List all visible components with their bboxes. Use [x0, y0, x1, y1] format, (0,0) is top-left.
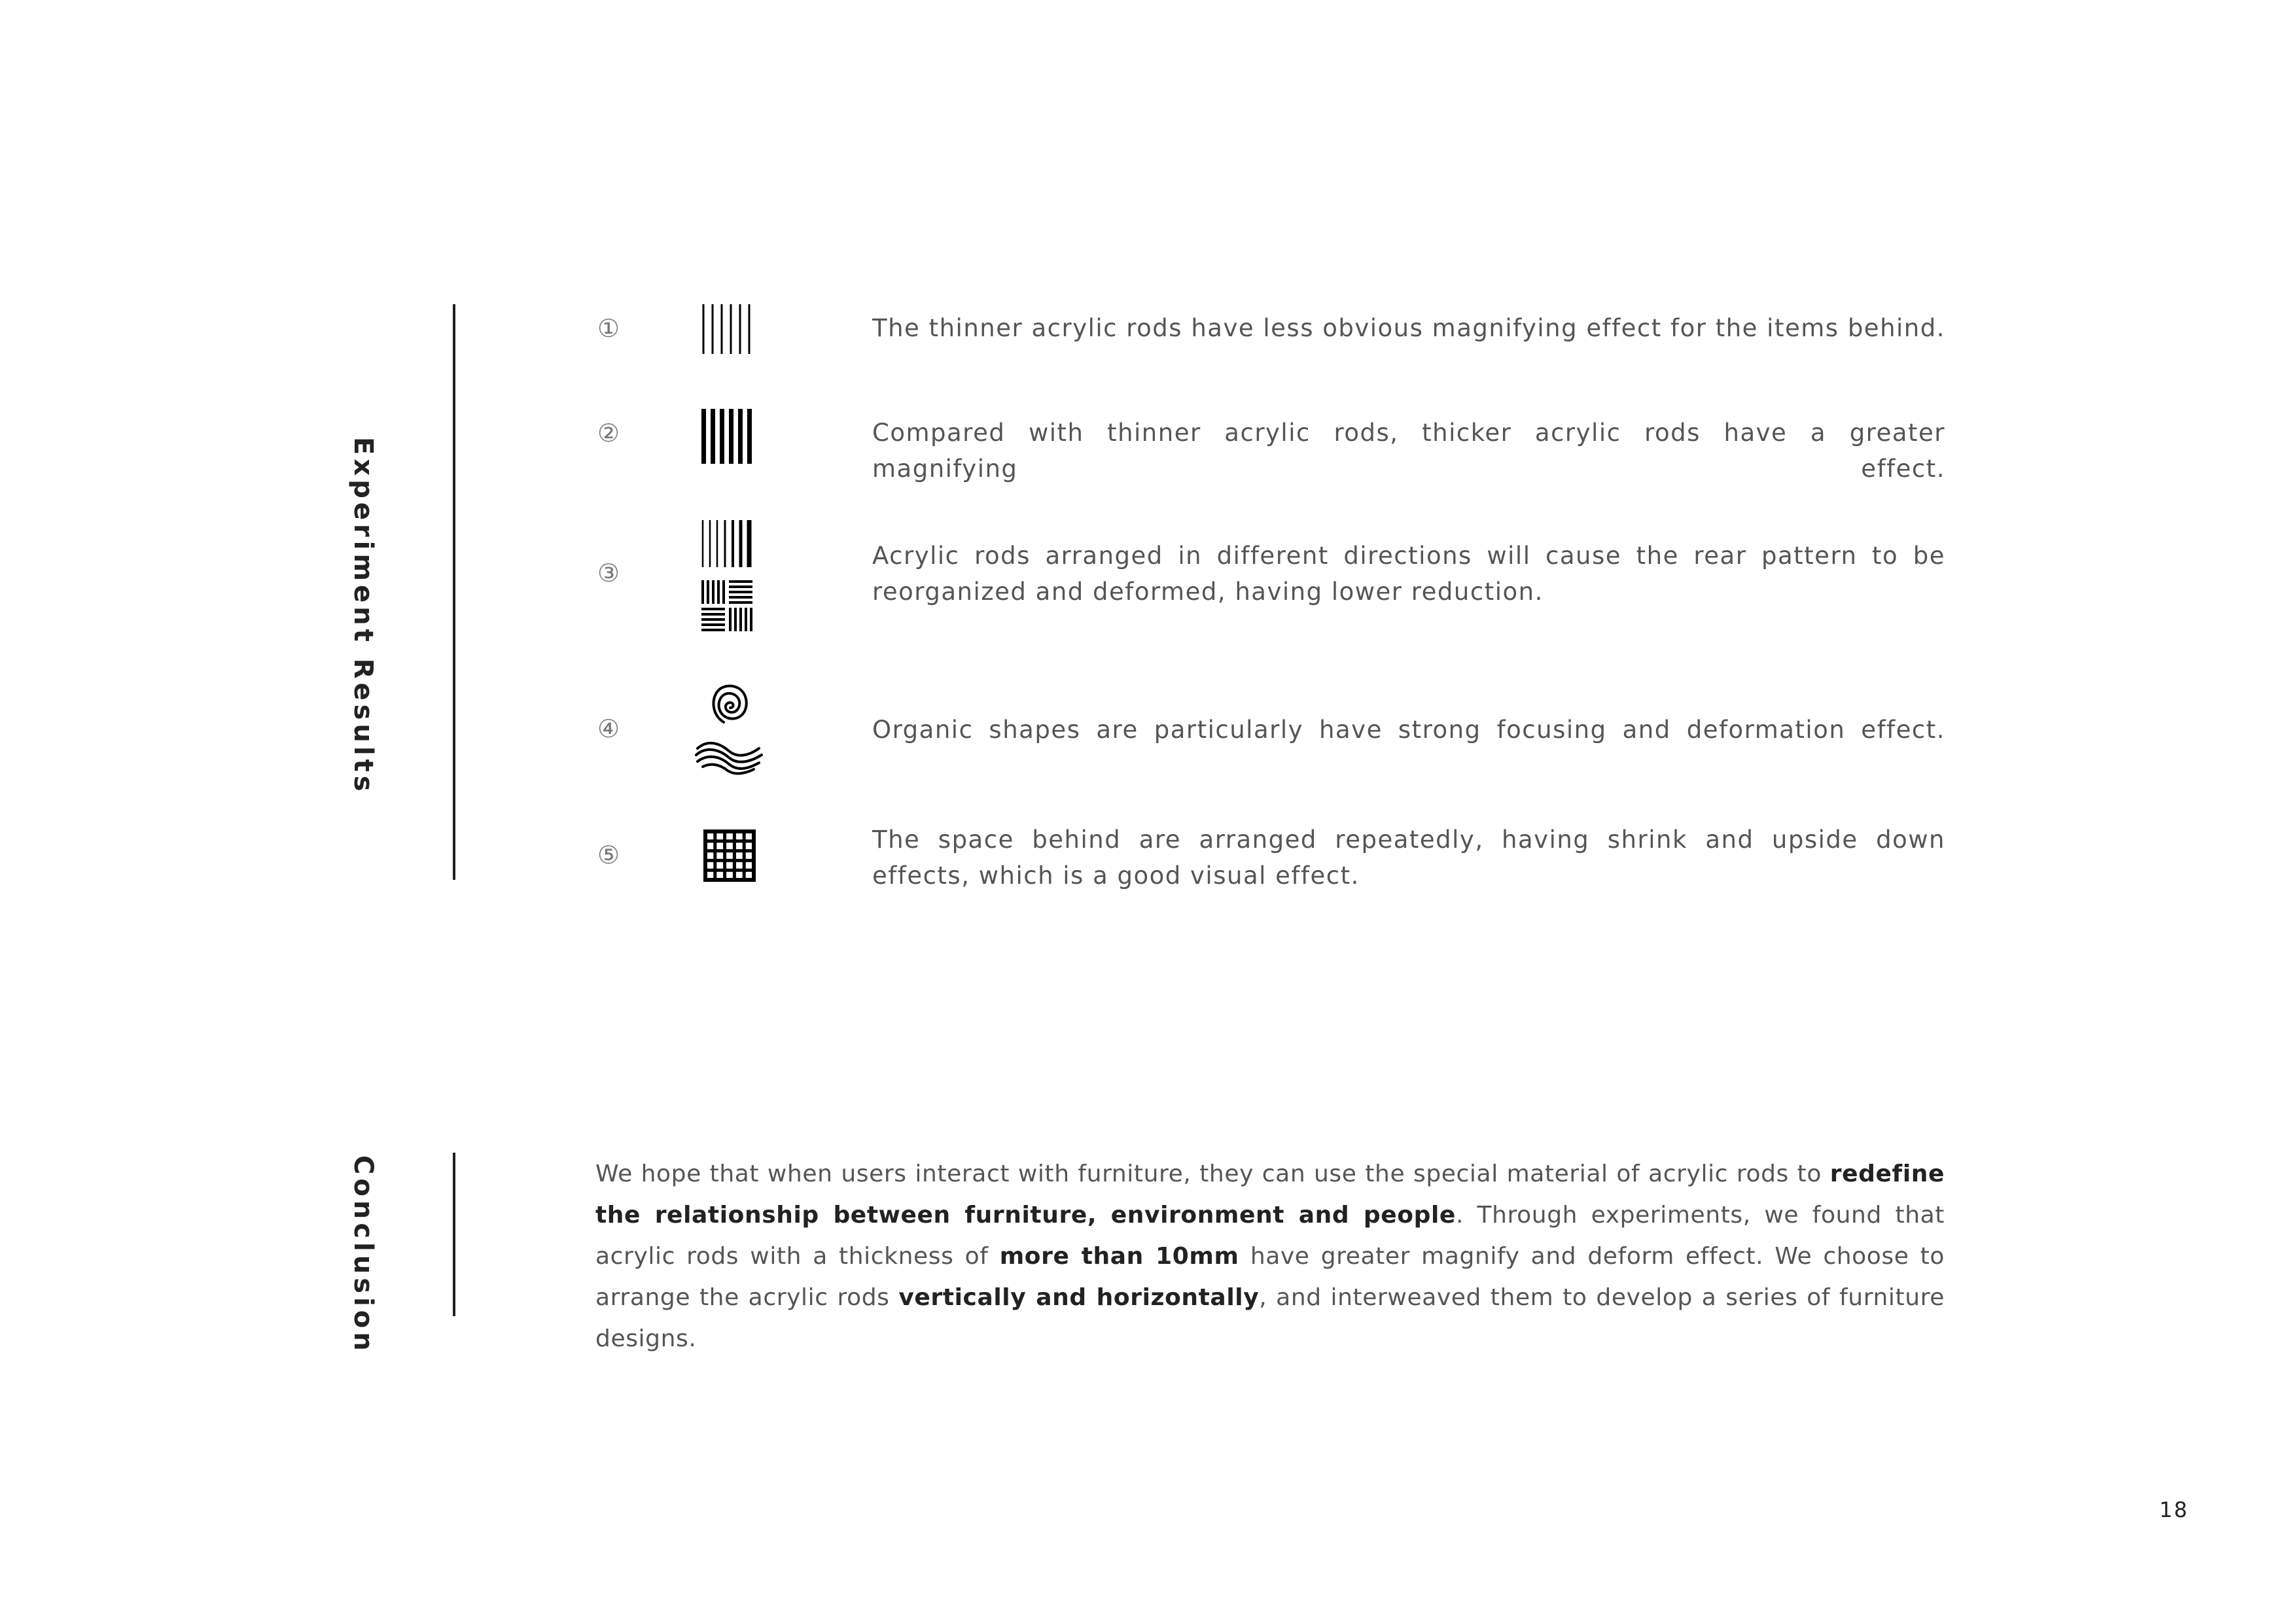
conclusion-text-1: We hope that when users interact with furniture, they can use the special material of acrylic rods to: [595, 1161, 1830, 1187]
item-text-3: Acrylic rods arranged in different directions will cause the rear pattern to be reorganized and deformed, having lower reduction.: [872, 542, 1945, 606]
experiment-divider: [453, 304, 455, 880]
item-number-2: ②: [597, 419, 620, 447]
item-number-3: ③: [597, 559, 620, 587]
conclusion-text-2: . Through experiments, we found that acrylic rods with a thickness of: [595, 1202, 1945, 1270]
thick-rods-icon: [701, 409, 754, 466]
item-number-1: ①: [597, 314, 620, 343]
conclusion-paragraph: [595, 1153, 1945, 1359]
experiment-results-heading: Experiment Results: [348, 437, 378, 795]
item-number-5: ⑤: [597, 841, 620, 869]
grid-icon: [703, 829, 756, 884]
mixed-direction-rods-icon: [701, 519, 755, 637]
conclusion-emphasis-3: vertically and horizontally: [898, 1284, 1260, 1311]
item-number-4: ④: [597, 714, 620, 743]
conclusion-heading: Conclusion: [348, 1155, 378, 1355]
item-text-4: Organic shapes are particularly have strong focusing and deformation effect.: [872, 716, 1945, 744]
conclusion-emphasis-2: more than 10mm: [999, 1243, 1239, 1270]
thin-rods-icon: [701, 303, 754, 358]
item-text-2: Compared with thinner acrylic rods, thicker acrylic rods have a greater magnifying effect.: [872, 419, 1945, 483]
conclusion-divider: [453, 1153, 455, 1316]
organic-shapes-icon: [694, 680, 766, 781]
item-text-1: The thinner acrylic rods have less obvious magnifying effect for the items behind.: [872, 314, 1945, 342]
conclusion-emphasis-1: redefine the relationship between furniture, environment and people: [595, 1161, 1945, 1229]
conclusion-text-4: , and interweaved them to develop a series of furniture designs.: [595, 1284, 1945, 1352]
page-number: 18: [2159, 1497, 2189, 1522]
item-text-5: The space behind are arranged repeatedly, having shrink and upside down effects, which is a good visual effect.: [872, 826, 1945, 890]
conclusion-text-3: have greater magnify and deform effect. We choose to arrange the acrylic rods: [595, 1243, 1945, 1311]
